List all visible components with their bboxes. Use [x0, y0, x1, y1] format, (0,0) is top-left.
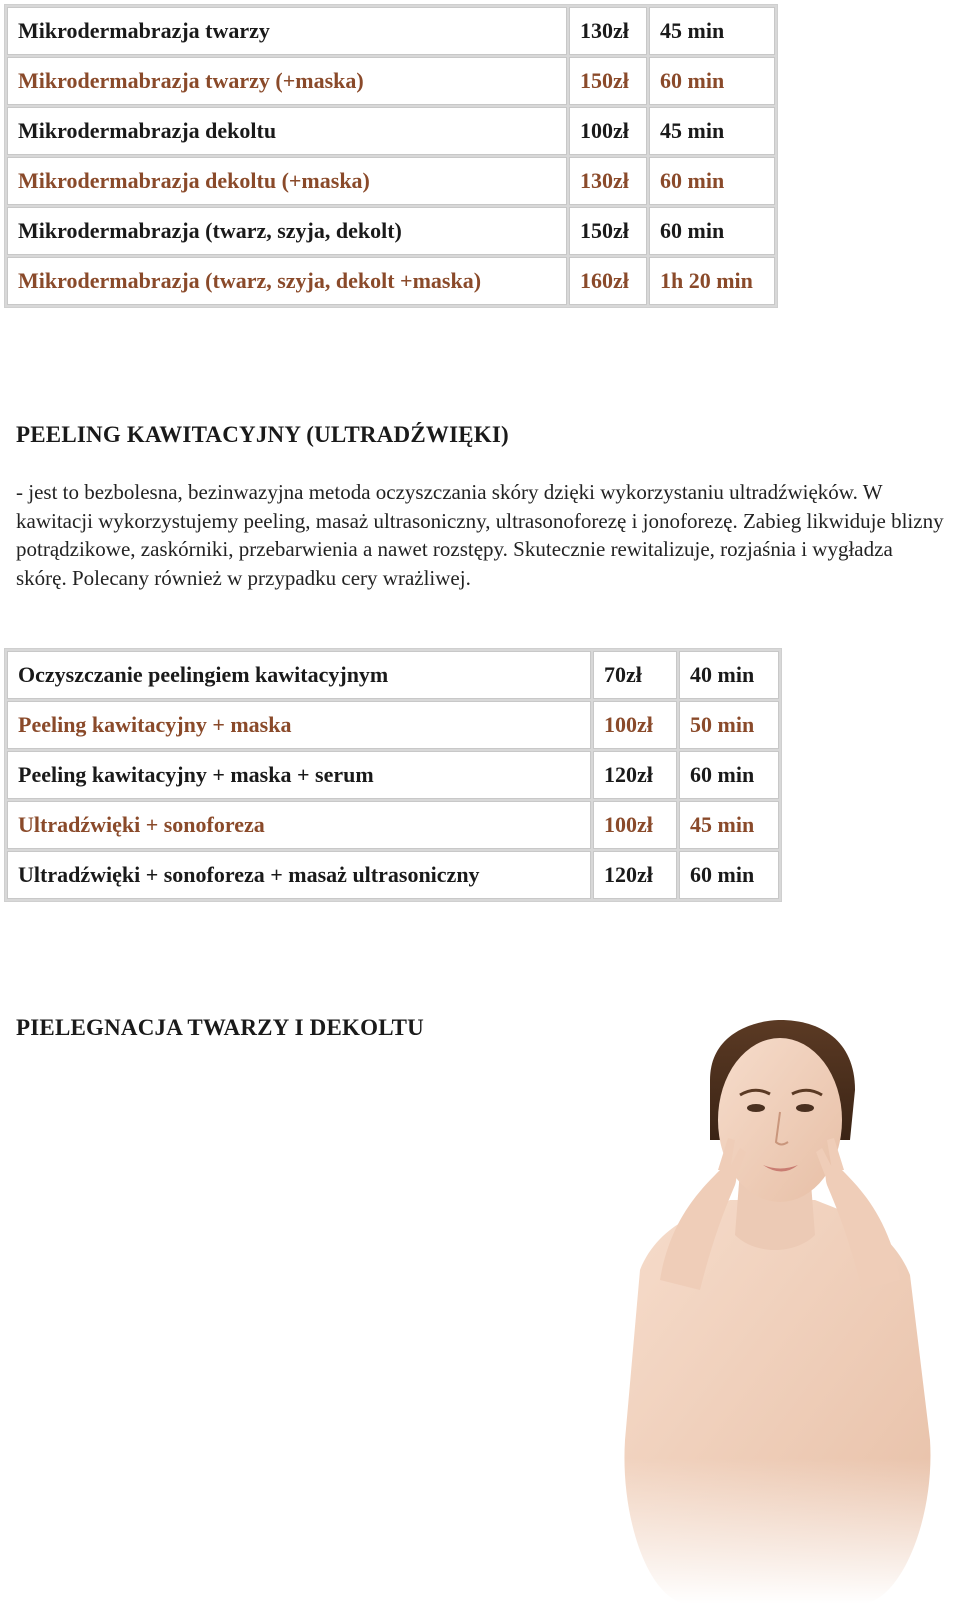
table-row: [7, 207, 775, 255]
table-row: [7, 257, 775, 305]
treatment-price: 120zł: [593, 751, 677, 799]
treatment-price: 100zł: [593, 701, 677, 749]
treatment-duration: 60 min: [679, 851, 779, 899]
treatment-price: 70zł: [593, 651, 677, 699]
treatment-duration: 50 min: [679, 701, 779, 749]
table-row: [7, 851, 779, 899]
microdermabrasion-price-table: [4, 4, 778, 308]
treatment-name: Ultradźwięki + sonoforeza + masaż ultrasoniczny: [7, 851, 591, 899]
treatment-name: Oczyszczanie peelingiem kawitacyjnym: [7, 651, 591, 699]
section-heading-peeling: PEELING KAWITACYJNY (ULTRADŹWIĘKI): [16, 422, 509, 447]
table-row: [7, 107, 775, 155]
table-row: [7, 57, 775, 105]
treatment-name: Mikrodermabrazja dekoltu: [7, 107, 567, 155]
treatment-duration: 60 min: [649, 207, 775, 255]
treatment-name: Ultradźwięki + sonoforeza: [7, 801, 591, 849]
woman-portrait-image: [600, 1020, 945, 1604]
treatment-duration: 60 min: [679, 751, 779, 799]
treatment-price: 160zł: [569, 257, 647, 305]
peeling-price-table: [4, 648, 782, 902]
treatment-name: Mikrodermabrazja dekoltu (+maska): [7, 157, 567, 205]
treatment-name: Mikrodermabrazja (twarz, szyja, dekolt): [7, 207, 567, 255]
table-row: [7, 751, 779, 799]
treatment-price: 100zł: [593, 801, 677, 849]
treatment-duration: 45 min: [649, 107, 775, 155]
section-heading-face-care: PIELEGNACJA TWARZY I DEKOLTU: [16, 1015, 424, 1040]
table-row: [7, 651, 779, 699]
table-row: [7, 701, 779, 749]
treatment-name: Mikrodermabrazja (twarz, szyja, dekolt +maska): [7, 257, 567, 305]
treatment-duration: 40 min: [679, 651, 779, 699]
treatment-duration: 45 min: [649, 7, 775, 55]
treatment-duration: 60 min: [649, 57, 775, 105]
treatment-price: 130zł: [569, 7, 647, 55]
treatment-name: Mikrodermabrazja twarzy (+maska): [7, 57, 567, 105]
treatment-name: Peeling kawitacyjny + maska: [7, 701, 591, 749]
treatment-duration: 45 min: [679, 801, 779, 849]
treatment-duration: 1h 20 min: [649, 257, 775, 305]
table-row: [7, 7, 775, 55]
treatment-duration: 60 min: [649, 157, 775, 205]
table-row: [7, 157, 775, 205]
peeling-description: - jest to bezbolesna, bezinwazyjna metoda oczyszczania skóry dzięki wykorzystaniu ultradźwięków. W kawitacji wykorzystujemy peeling, masaż ultrasoniczny, ultrasonoforezę i jonoforezę. Zabieg likwiduje blizny potrądzikowe, zaskórniki, przebarwienia a nawet rozstępy. Skutecznie rewitalizuje, rozjaśnia i wygładza skórę. Polecany również w przypadku cery wrażliwej.: [16, 480, 944, 590]
treatment-name: Peeling kawitacyjny + maska + serum: [7, 751, 591, 799]
treatment-name: Mikrodermabrazja twarzy: [7, 7, 567, 55]
table-row: [7, 801, 779, 849]
treatment-price: 100zł: [569, 107, 647, 155]
treatment-price: 150zł: [569, 57, 647, 105]
treatment-price: 150zł: [569, 207, 647, 255]
treatment-price: 120zł: [593, 851, 677, 899]
treatment-price: 130zł: [569, 157, 647, 205]
